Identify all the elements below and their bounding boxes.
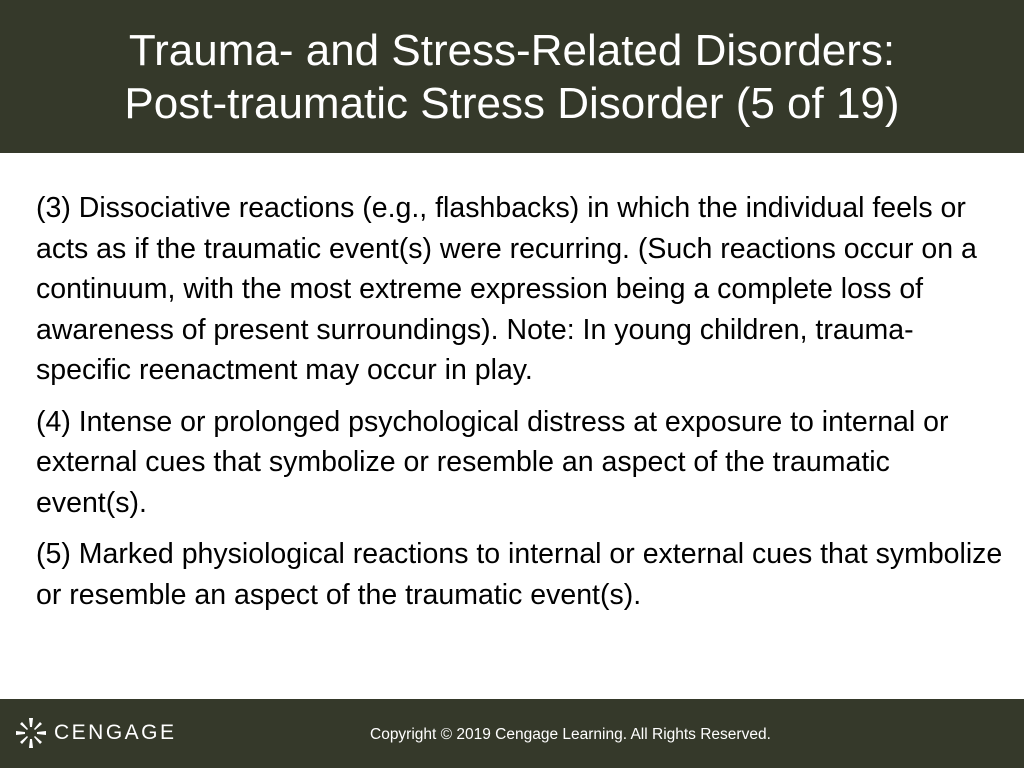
- footer-bar: [0, 699, 1024, 768]
- criterion-paragraph-5: (5) Marked physiological reactions to internal or external cues that symbolize or resemble an aspect of the traumatic event(s).: [36, 538, 1003, 611]
- title-bar: [0, 0, 1024, 153]
- cengage-logo-text: CENGAGE: [54, 721, 177, 744]
- slide-title-line-2: Post-traumatic Stress Disorder (5 of 19): [124, 78, 900, 128]
- slide-body: [36, 188, 1006, 626]
- slide-title: [12, 24, 1012, 130]
- cengage-starburst-icon: [14, 716, 48, 750]
- criterion-paragraph-4: (4) Intense or prolonged psychological distress at exposure to internal or external cues that symbolize or resemble an aspect of the traumatic event(s).: [36, 405, 949, 519]
- criterion-paragraph-3: (3) Dissociative reactions (e.g., flashbacks) in which the individual feels or acts as if the traumatic event(s) were recurring. (Such reactions occur on a continuum, with the most extreme expression being a complete loss of awareness of present surroundings). Note: In young children, trauma-specific reenactment may occur in play.: [36, 192, 977, 386]
- copyright-notice: Copyright © 2019 Cengage Learning. All Rights Reserved.: [370, 726, 771, 743]
- cengage-logo: [14, 716, 177, 750]
- slide-title-line-1: Trauma- and Stress-Related Disorders:: [128, 25, 896, 75]
